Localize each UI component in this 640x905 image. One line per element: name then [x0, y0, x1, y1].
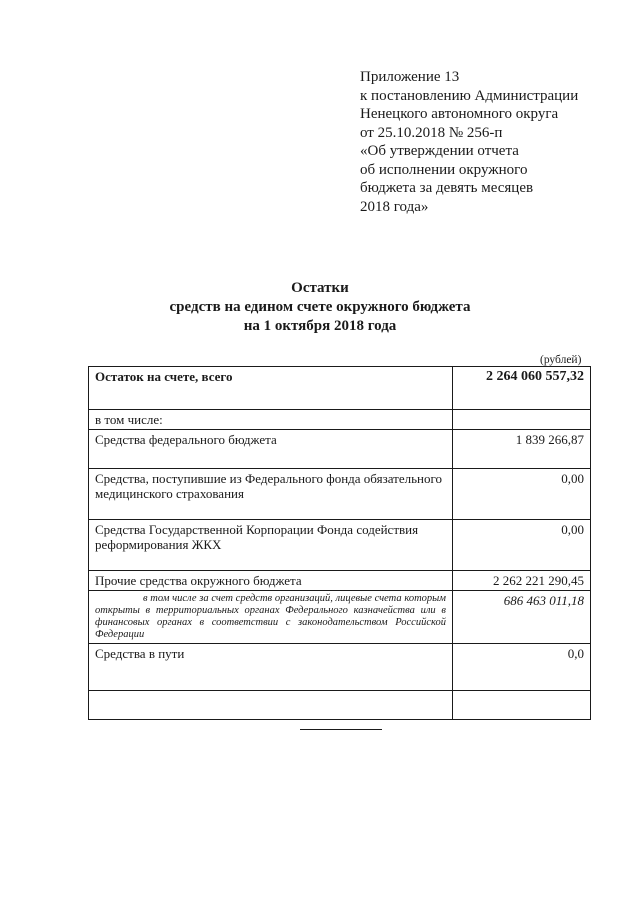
appendix-line: Ненецкого автономного округа: [360, 106, 559, 122]
appendix-line: к постановлению Администрации: [360, 87, 579, 104]
appendix-line: Приложение 13: [360, 69, 460, 85]
appendix-block: [360, 68, 620, 216]
other-sub-label: в том числе за счет средств организаций, лицевые счета которым открыты в территориальных органах Федерального казначейства или в финансовых органах в соответствии с законодательством Российской Федерации: [95, 593, 446, 640]
oms-label: Средства, поступившие из Федерального фонда обязательного медицинского страхования: [89, 469, 453, 520]
transit-value: 0,0: [453, 644, 591, 691]
balances-table: [88, 366, 591, 720]
footer-divider: [300, 729, 382, 730]
title-line-3: на 1 октября 2018 года: [243, 318, 397, 334]
table-row-zhkh: [89, 520, 591, 571]
units-label: (рублей): [540, 354, 582, 366]
including-label: в том числе:: [89, 410, 453, 430]
oms-value: 0,00: [453, 469, 591, 520]
other-sub-value: 686 463 011,18: [453, 591, 591, 644]
table-row-including: [89, 410, 591, 430]
document-title: [0, 279, 640, 336]
total-label: Остаток на счете, всего: [89, 367, 453, 410]
other-label: Прочие средства окружного бюджета: [89, 571, 453, 591]
zhkh-value: 0,00: [453, 520, 591, 571]
table-row-oms: [89, 469, 591, 520]
zhkh-label: Средства Государственной Корпорации Фонда содействия реформирования ЖКХ: [89, 520, 453, 571]
appendix-line: 2018 года»: [360, 198, 429, 215]
transit-label: Средства в пути: [89, 644, 453, 691]
table-row-empty: [89, 691, 591, 720]
appendix-line: от 25.10.2018 № 256-п: [360, 124, 503, 141]
table-row-other-sub: [89, 591, 591, 644]
table-row-transit: [89, 644, 591, 691]
appendix-line: об исполнении окружного: [360, 161, 528, 178]
federal-label: Средства федерального бюджета: [89, 430, 453, 469]
federal-value: 1 839 266,87: [453, 430, 591, 469]
total-value: 2 264 060 557,32: [453, 367, 591, 410]
appendix-line: «Об утверждении отчета: [360, 143, 519, 159]
table-row-other: [89, 571, 591, 591]
table-row-federal: [89, 430, 591, 469]
title-line-1: Остатки: [291, 280, 349, 296]
table-row-total: [89, 367, 591, 410]
title-line-2: средств на едином счете окружного бюджета: [169, 299, 471, 315]
other-value: 2 262 221 290,45: [453, 571, 591, 591]
appendix-line: бюджета за девять месяцев: [360, 180, 534, 196]
